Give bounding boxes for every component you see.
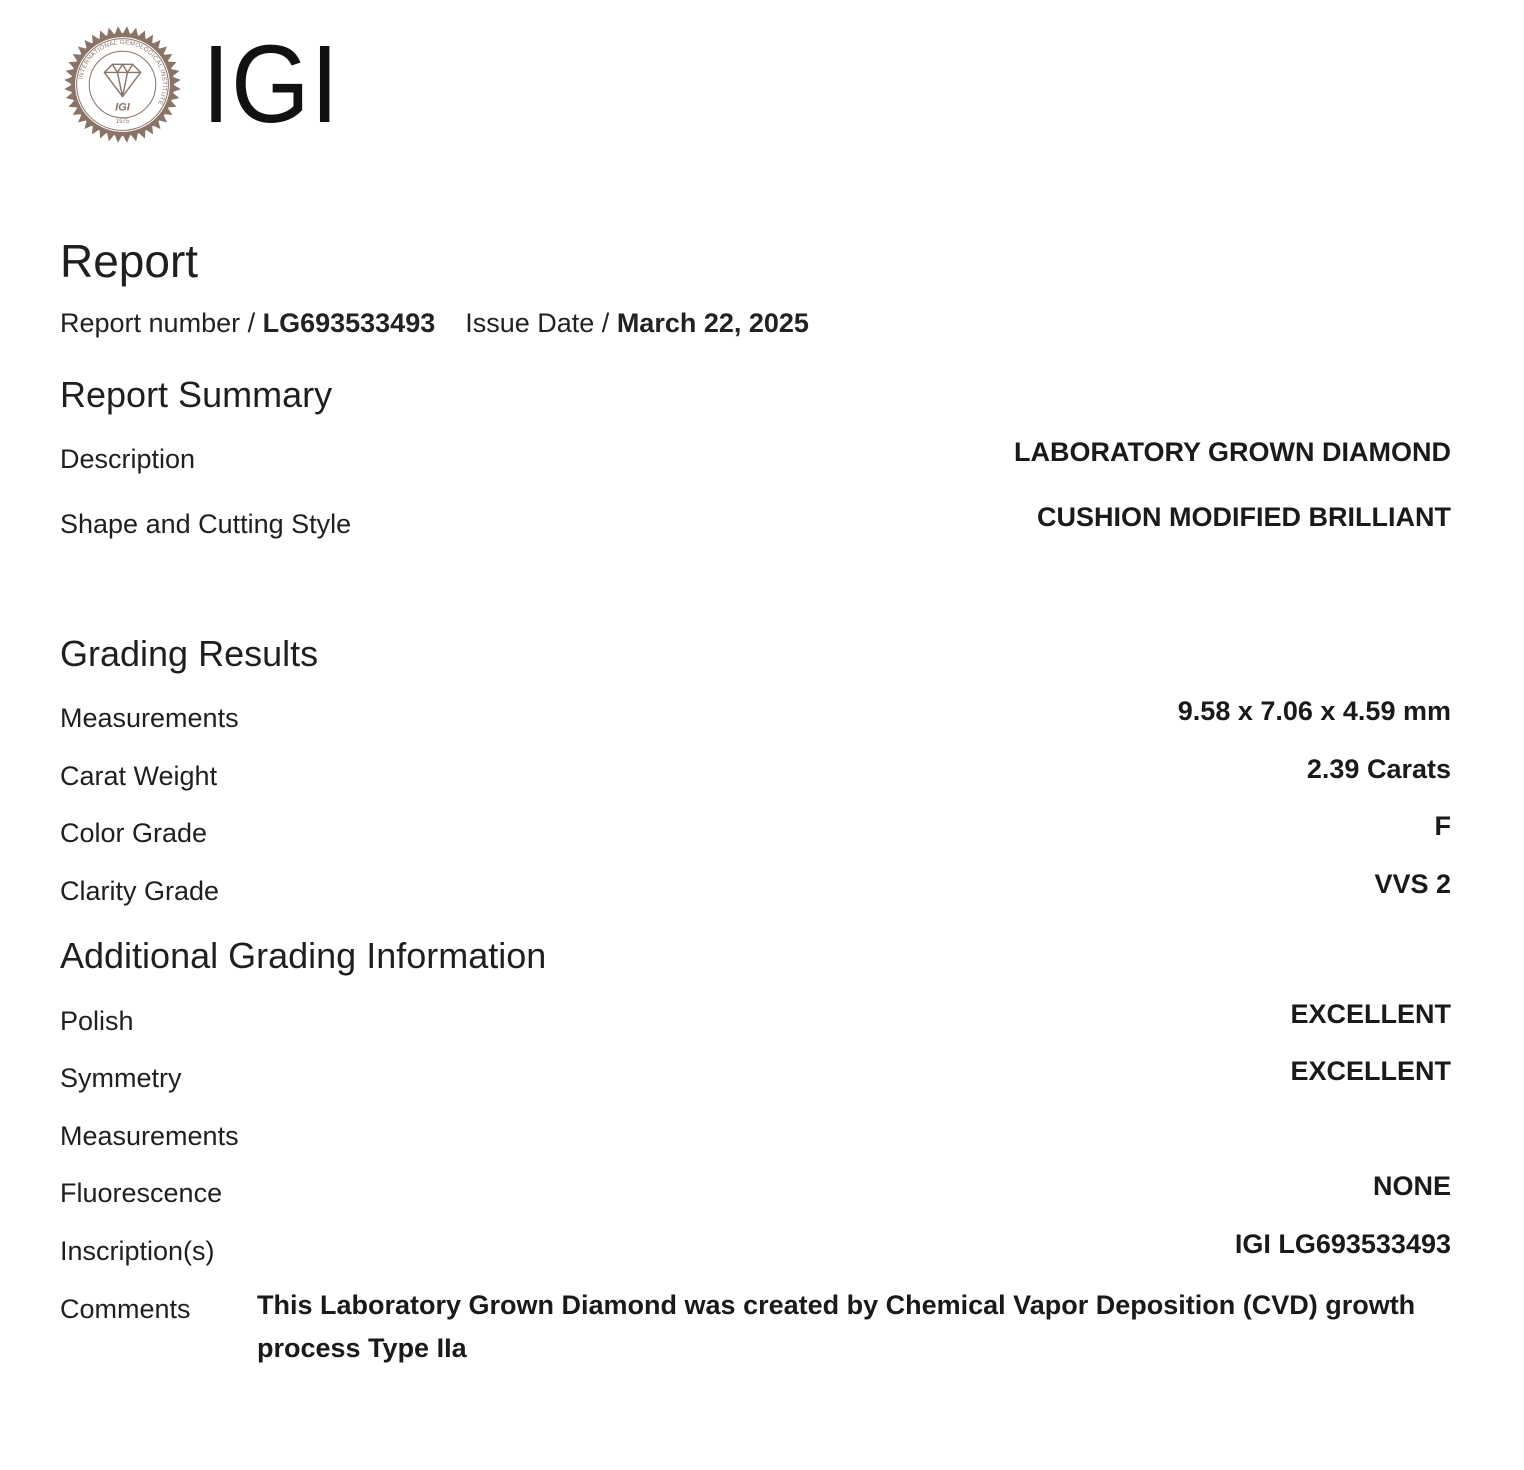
grading-value-color: F bbox=[1434, 811, 1451, 841]
summary-label-description: Description bbox=[60, 444, 196, 474]
additional-value-symmetry: EXCELLENT bbox=[1290, 1056, 1451, 1086]
additional-label-measurements: Measurements bbox=[60, 1121, 239, 1151]
summary-value-shape: CUSHION MODIFIED BRILLIANT bbox=[1037, 502, 1451, 532]
additional-label-symmetry: Symmetry bbox=[60, 1063, 182, 1093]
additional-label-inscription: Inscription(s) bbox=[60, 1236, 215, 1266]
issue-date-value: March 22, 2025 bbox=[616, 308, 809, 338]
additional-value-polish: EXCELLENT bbox=[1290, 999, 1451, 1029]
grading-label-measurements: Measurements bbox=[60, 703, 239, 733]
seal-monogram: IGI bbox=[115, 101, 130, 114]
page-title: Report bbox=[60, 235, 199, 287]
igi-wordmark: IGI bbox=[202, 23, 340, 146]
grading-label-color: Color Grade bbox=[60, 818, 208, 848]
additional-value-inscription: IGI LG693533493 bbox=[1234, 1229, 1451, 1259]
comments-label: Comments bbox=[60, 1294, 191, 1324]
report-meta bbox=[60, 308, 809, 339]
grading-value-clarity: VVS 2 bbox=[1374, 869, 1451, 899]
seal-text: INTERNATIONAL GEMOLOGICAL INSTITUTE bbox=[77, 39, 168, 107]
seal-year: 1975 bbox=[115, 118, 130, 125]
issue-date-label: Issue Date / bbox=[465, 308, 617, 338]
igi-seal-logo bbox=[62, 24, 183, 145]
comments-value: This Laboratory Grown Diamond was created by Chemical Vapor Deposition (CVD) growth process Type IIa bbox=[257, 1290, 1416, 1363]
additional-label-fluorescence: Fluorescence bbox=[60, 1178, 223, 1208]
grading-value-carat: 2.39 Carats bbox=[1306, 754, 1451, 784]
report-number-value: LG693533493 bbox=[262, 308, 436, 338]
grading-label-clarity: Clarity Grade bbox=[60, 876, 220, 906]
grading-label-carat: Carat Weight bbox=[60, 761, 218, 791]
additional-value-fluorescence: NONE bbox=[1372, 1171, 1451, 1201]
additional-label-polish: Polish bbox=[60, 1006, 134, 1036]
grading-value-measurements: 9.58 x 7.06 x 4.59 mm bbox=[1177, 696, 1451, 726]
summary-value-description: LABORATORY GROWN DIAMOND bbox=[1014, 437, 1451, 467]
report-number-label: Report number / bbox=[60, 308, 263, 338]
section-title-summary: Report Summary bbox=[60, 374, 333, 415]
summary-label-shape: Shape and Cutting Style bbox=[60, 509, 352, 539]
section-title-additional: Additional Grading Information bbox=[60, 935, 547, 976]
section-title-grading: Grading Results bbox=[60, 633, 319, 674]
